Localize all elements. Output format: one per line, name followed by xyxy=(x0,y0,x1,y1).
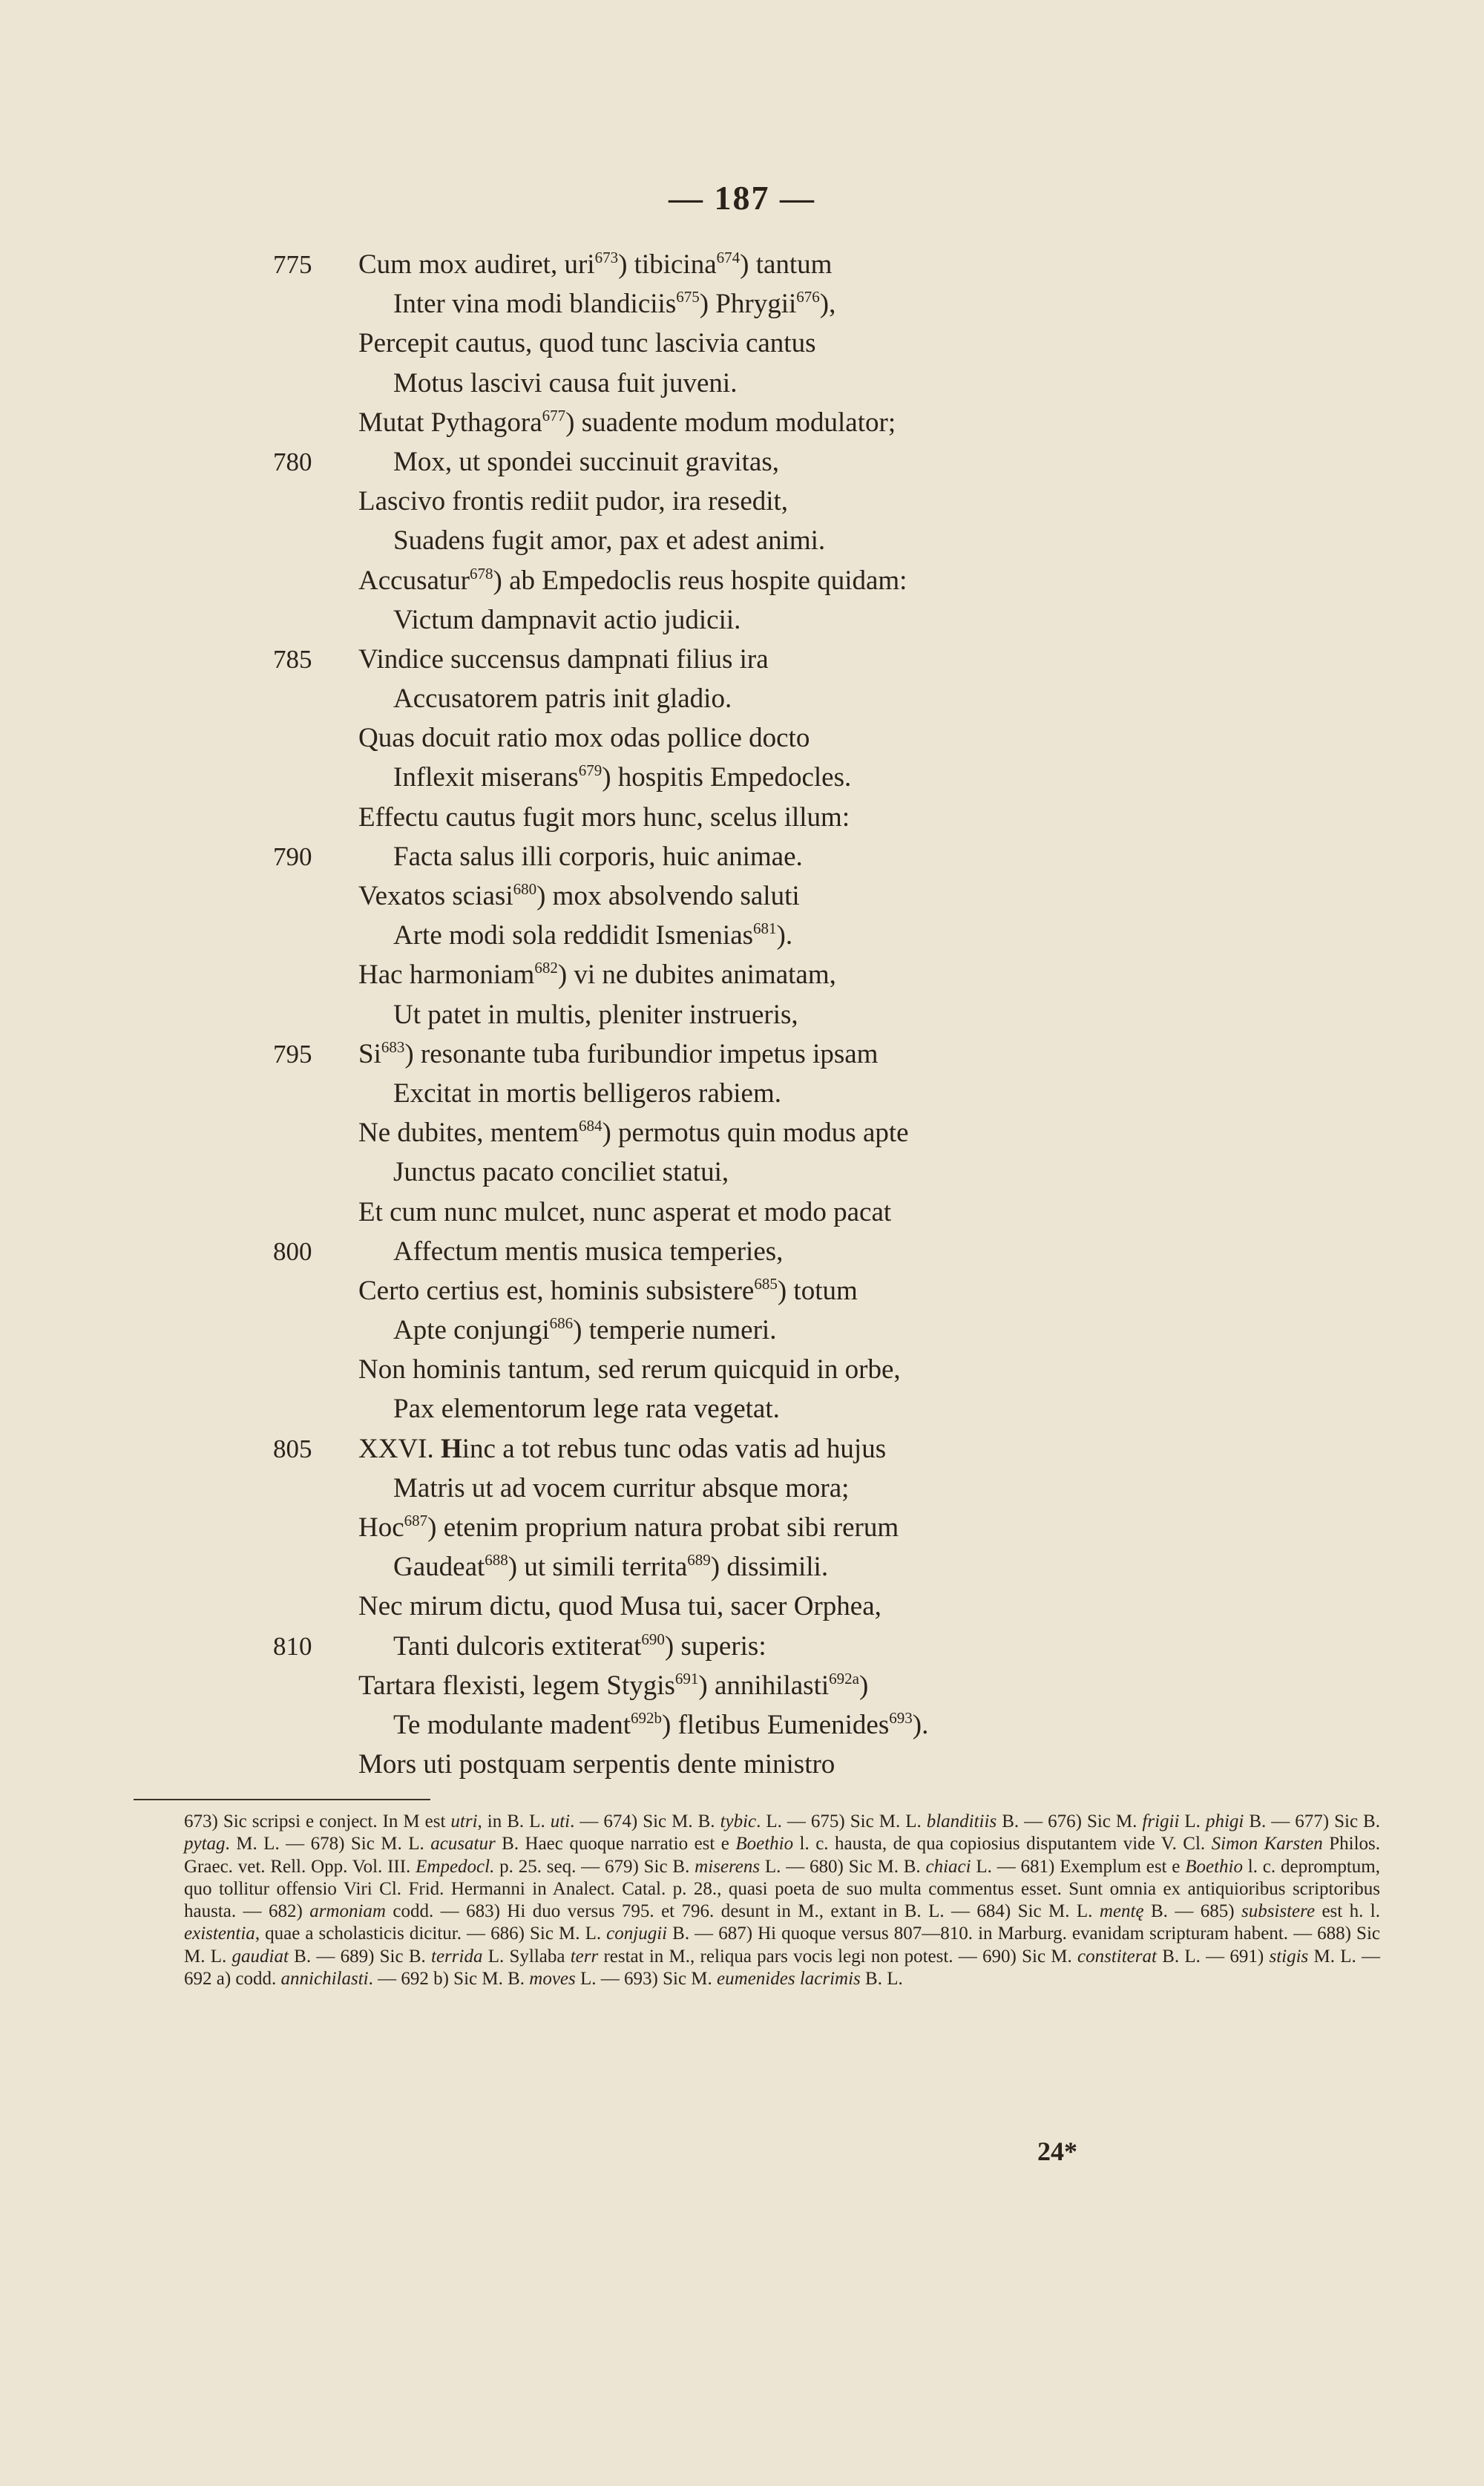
verse-line xyxy=(0,718,1484,758)
italic-text: uti xyxy=(550,1811,571,1831)
footnote-ref: 691 xyxy=(674,1669,699,1688)
verse-line xyxy=(0,995,1484,1034)
verse-text: Excitat in mortis belligeros rabiem. xyxy=(393,1078,782,1109)
verse-line xyxy=(0,640,1484,679)
verse-line xyxy=(0,284,1484,324)
footnote-ref: 692a xyxy=(829,1669,859,1688)
verse-line xyxy=(0,1389,1484,1429)
footnote-ref: 693 xyxy=(889,1708,913,1727)
italic-text: tybic xyxy=(720,1811,757,1831)
footnote-ref: 673 xyxy=(594,249,619,266)
line-number: 805 xyxy=(273,1434,312,1463)
verse-text: Apte conjungi$^{686}$) temperie numeri. xyxy=(393,1314,777,1346)
verse-line xyxy=(0,442,1484,482)
verse-text: Effectu cautus fugit mors hunc, scelus illum: xyxy=(358,801,850,833)
verse-line xyxy=(0,1469,1484,1508)
italic-text: Empedocl. xyxy=(416,1856,495,1877)
verse-text: Mors uti postquam serpentis dente ministro xyxy=(358,1749,835,1780)
footnote-ref: 681 xyxy=(753,919,777,938)
italic-text: acusatur xyxy=(430,1834,496,1854)
italic-text: moves xyxy=(529,1969,576,1990)
verse-line xyxy=(0,1429,1484,1469)
line-number: 810 xyxy=(273,1631,312,1661)
italic-text: Boethio xyxy=(735,1834,794,1854)
verse-text: Ne dubites, mentem$^{684}$) permotus quin modus apte xyxy=(358,1117,909,1149)
verse-line xyxy=(0,1232,1484,1271)
verse-line xyxy=(0,1152,1484,1192)
verse-text: Vindice succensus dampnati filius ira xyxy=(358,643,769,675)
verse-text: Non hominis tantum, sed rerum quicquid in orbe, xyxy=(358,1354,901,1385)
verse-line xyxy=(0,758,1484,797)
line-number: 780 xyxy=(273,447,312,476)
verse-text: Mox, ut spondei succinuit gravitas, xyxy=(393,446,779,477)
footnote-ref: 684 xyxy=(578,1117,603,1135)
footnote-ref: 683 xyxy=(381,1037,405,1056)
italic-text: existentia xyxy=(184,1923,255,1944)
verse-line xyxy=(0,1311,1484,1350)
italic-text: armoniam xyxy=(309,1901,386,1922)
verse-text: Hac harmoniam$^{682}$) vi ne dubites animatam, xyxy=(358,959,836,991)
italic-text: utri xyxy=(450,1811,478,1831)
verse-line xyxy=(0,1705,1484,1745)
italic-text: mentę xyxy=(1099,1901,1144,1922)
footnote-ref: 679 xyxy=(578,761,603,780)
italic-text: terr xyxy=(570,1946,599,1967)
verse-text: Si$^{683}$) resonante tuba furibundior impetus ipsam xyxy=(358,1037,879,1069)
line-number: 775 xyxy=(273,250,312,279)
footnote-ref: 689 xyxy=(687,1551,711,1570)
verse-text: Hoc$^{687}$) etenim proprium natura probat sibi rerum xyxy=(358,1512,899,1543)
footnote-ref: 674 xyxy=(716,249,741,266)
italic-text: constiterat xyxy=(1077,1946,1157,1967)
verse-line xyxy=(0,1587,1484,1626)
italic-text: annichilasti xyxy=(280,1969,369,1990)
verse-text: Nec mirum dictu, quod Musa tui, sacer Orphea, xyxy=(358,1591,881,1622)
footnote-ref: 692b xyxy=(631,1708,663,1727)
verse-line xyxy=(0,1193,1484,1232)
verse-text: Accusatorem patris init gladio. xyxy=(393,683,732,715)
verse-text: Suadens fugit amor, pax et adest animi. xyxy=(393,525,826,557)
verse-line xyxy=(0,1745,1484,1784)
footnote-ref: 676 xyxy=(796,288,820,306)
verse-text: Inter vina modi blandiciis$^{675}$) Phrygii$^{676}$), xyxy=(393,288,836,320)
footnote-ref: 682 xyxy=(534,959,558,977)
footnote-ref: 685 xyxy=(754,1274,778,1293)
footnote-ref: 677 xyxy=(542,406,566,424)
verse-line xyxy=(0,561,1484,600)
italic-text: stigis xyxy=(1269,1946,1309,1967)
verse-text: Gaudeat$^{688}$) ut simili territa$^{689}$) dissimili. xyxy=(393,1551,829,1583)
verse-line xyxy=(0,600,1484,640)
signature-mark: 24* xyxy=(1037,2136,1077,2166)
italic-text: pytag xyxy=(184,1834,226,1854)
italic-text: conjugii xyxy=(606,1923,668,1944)
verse-text: Tanti dulcoris extiterat$^{690}$) superis: xyxy=(393,1630,766,1662)
verse-text: Ut patet in multis, pleniter instrueris, xyxy=(393,999,798,1030)
verse-line xyxy=(0,1034,1484,1074)
verse-text: Accusatur$^{678}$) ab Empedoclis reus hospite quidam: xyxy=(358,564,907,596)
verse-text: Te modulante madent$^{692b}$) fletibus Eumenides$^{693}$). xyxy=(393,1708,929,1740)
line-number: 800 xyxy=(273,1236,312,1266)
verse-line xyxy=(0,1074,1484,1113)
italic-text: blanditiis xyxy=(926,1811,997,1831)
verse-line xyxy=(0,798,1484,837)
verse-line xyxy=(0,324,1484,363)
verse-text: Percepit cautus, quod tunc lascivia cantus xyxy=(358,328,816,359)
footnote-ref: 688 xyxy=(485,1551,508,1570)
italic-text: Boethio xyxy=(1185,1856,1243,1877)
poem xyxy=(0,245,1484,1784)
verse-text: Quas docuit ratio mox odas pollice docto xyxy=(358,723,810,754)
italic-text: miserens xyxy=(695,1856,761,1877)
italic-text: Simon Karsten xyxy=(1211,1834,1323,1854)
verse-line xyxy=(0,1271,1484,1311)
line-number: 795 xyxy=(273,1039,312,1069)
verse-line xyxy=(0,916,1484,955)
verse-text: Matris ut ad vocem curritur absque mora; xyxy=(393,1472,850,1503)
verse-line xyxy=(0,837,1484,876)
verse-text: Mutat Pythagora$^{677}$) suadente modum modulator; xyxy=(358,406,896,438)
line-number: 790 xyxy=(273,842,312,871)
verse-text: Lascivo frontis rediit pudor, ira resedit, xyxy=(358,486,789,517)
verse-line xyxy=(0,876,1484,916)
verse-line xyxy=(0,1627,1484,1666)
italic-text: gaudiat xyxy=(232,1946,289,1967)
verse-line xyxy=(0,1508,1484,1547)
verse-line xyxy=(0,403,1484,442)
verse-line xyxy=(0,364,1484,403)
italic-text: subsistere xyxy=(1241,1901,1316,1922)
footnote-rule xyxy=(134,1799,430,1800)
verse-text: Et cum nunc mulcet, nunc asperat et modo pacat xyxy=(358,1196,892,1227)
verse-text: Cum mox audiret, uri$^{673}$) tibicina$^{674}$) tantum xyxy=(358,249,833,280)
verse-line xyxy=(0,521,1484,560)
footnote-ref: 690 xyxy=(641,1630,665,1648)
footnote-ref: 678 xyxy=(470,564,493,583)
verse-text: Motus lascivi causa fuit juveni. xyxy=(393,367,738,399)
verse-line xyxy=(0,1666,1484,1705)
italic-text: terrida xyxy=(431,1946,483,1967)
verse-text: XXVI. Hinc a tot rebus tunc odas vatis ad hujus xyxy=(358,1433,887,1464)
verse-text: Inflexit miserans$^{679}$) hospitis Empedocles. xyxy=(393,761,852,793)
italic-text: chiaci xyxy=(925,1856,971,1877)
page-number: — 187 — xyxy=(669,179,815,217)
italic-text: phigi xyxy=(1205,1811,1244,1831)
italic-text: eumenides lacrimis xyxy=(717,1969,861,1990)
line-number: 785 xyxy=(273,644,312,674)
verse-line xyxy=(0,955,1484,994)
verse-line xyxy=(0,1547,1484,1587)
verse-line xyxy=(0,1350,1484,1389)
verse-line xyxy=(0,1113,1484,1152)
italic-text: frigii xyxy=(1142,1811,1180,1831)
verse-text: Affectum mentis musica temperies, xyxy=(393,1236,784,1267)
verse-text: Pax elementorum lege rata vegetat. xyxy=(393,1394,780,1425)
verse-text: Facta salus illi corporis, huic animae. xyxy=(393,841,803,872)
footnotes: 673) Sic scripsi e conject. In M est utri, in B. L. uti. — 674) Sic M. B. tybic. L. — 675) Sic M. L. blanditiis B. — 676) Sic M. frigii L. phigi B. — 677) Sic B. pytag. M. L. — 678) Sic M. L. acusatur B. Haec quoque narratio est e Boethio l. c. hausta, de qua copiosius disputantem vide V. Cl. Simon Karsten Philos. Graec. vet. Rell. Opp. Vol. III. Empedocl. p. 25. seq. — 679) Sic B. miserens L. — 680) Sic M. B. chiaci L. — 681) Exemplum est e Boethio l. c. depromptum, quo tollitur offensio Viri Cl. Frid. Hermanni in Analect. Catal. p. 28., quasi poeta de suo multa commentus esset. Sunt omnia ex antiquioribus scriptoribus hausta. — 682) armoniam codd. — 683) Hi duo versus 795. et 796. desunt in M., extant in B. L. — 684) Sic M. L. mentę B. — 685) subsistere est h. l. existentia, quae a scholasticis dicitur. — 686) Sic M. L. conjugii B. — 687) Hi quoque versus 807—810. in Marburg. evanidam scripturam habent. — 688) Sic M. L. gaudiat B. — 689) Sic B. terrida L. Syllaba terr restat in M., reliqua pars vocis legi non potest. — 690) Sic M. constiterat B. L. — 691) stigis M. L. — 692 a) codd. annichilasti. — 692 b) Sic M. B. moves L. — 693) Sic M. eumenides lacrimis B. L. xyxy=(184,1811,1381,1990)
verse-text: Arte modi sola reddidit Ismenias$^{681}$). xyxy=(393,919,793,951)
verse-text: Certo certius est, hominis subsistere$^{685}$) totum xyxy=(358,1274,858,1306)
verse-line xyxy=(0,245,1484,284)
verse-line xyxy=(0,482,1484,521)
footnote-ref: 686 xyxy=(549,1314,574,1333)
initial-letter: H xyxy=(440,1433,462,1464)
verse-text: Victum dampnavit actio judicii. xyxy=(393,604,741,635)
footnote-ref: 675 xyxy=(676,288,700,306)
footnote-ref: 687 xyxy=(404,1512,428,1529)
verse-text: Junctus pacato conciliet statui, xyxy=(393,1157,729,1188)
footnote-ref: 680 xyxy=(513,880,537,898)
verse-text: Tartara flexisti, legem Stygis$^{691}$) annihilasti$^{692a}$) xyxy=(358,1669,869,1701)
verse-line xyxy=(0,679,1484,718)
verse-text: Vexatos sciasi$^{680}$) mox absolvendo saluti xyxy=(358,880,800,911)
